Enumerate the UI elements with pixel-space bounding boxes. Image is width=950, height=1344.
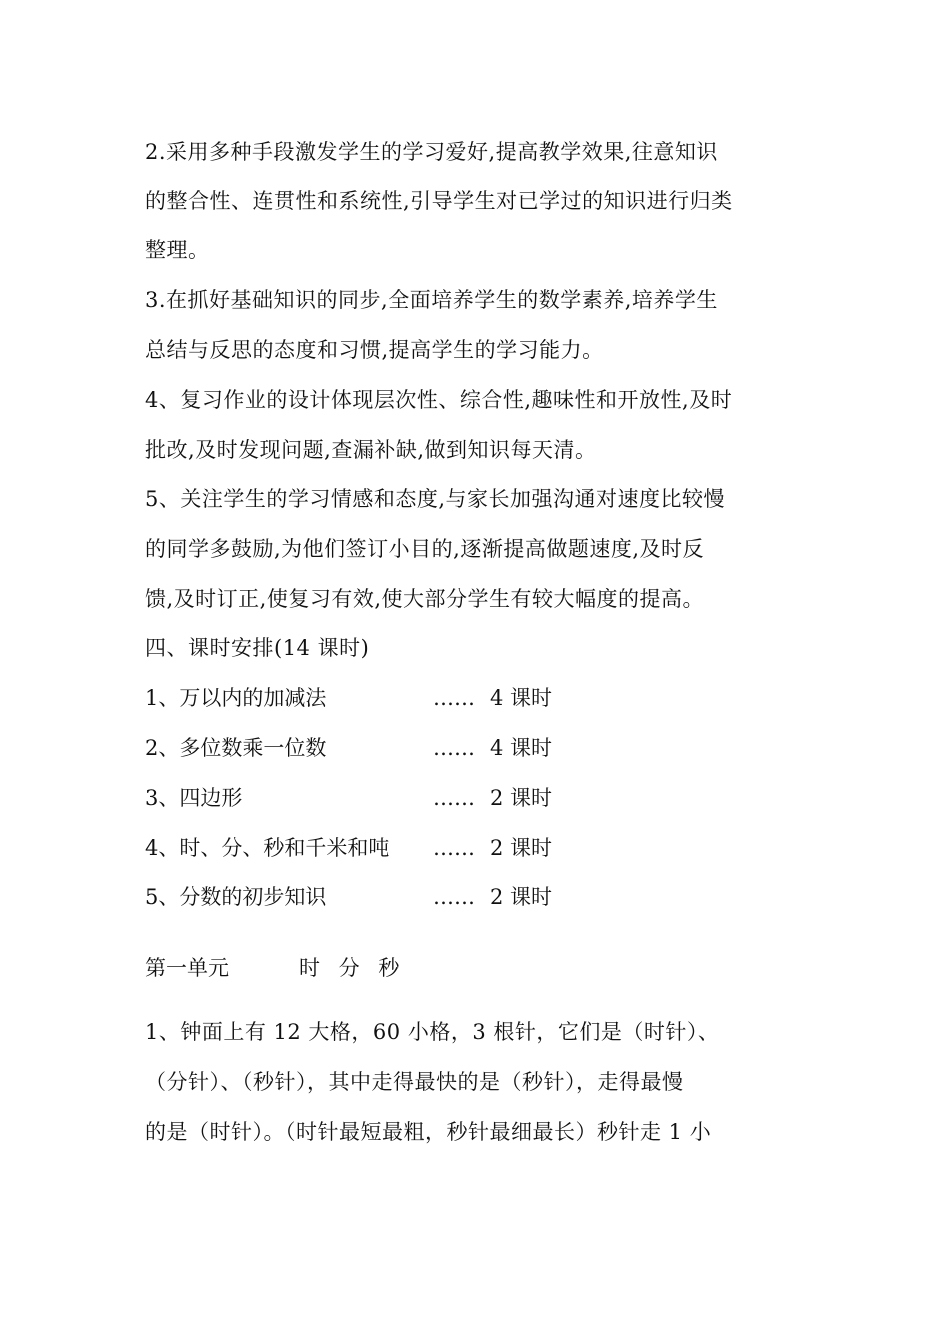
paragraph-5-line-1: 5、关注学生的学习情感和态度,与家长加强沟通对速度比较慢 <box>145 487 726 511</box>
paragraph-4-line-2: 批改,及时发现问题,查漏补缺,做到知识每天清。 <box>145 438 597 462</box>
schedule-item <box>145 684 815 712</box>
schedule-item <box>145 784 815 812</box>
schedule-item-hours: 4 课时 <box>490 736 553 760</box>
paragraph-3-line-1: 3.在抓好基础知识的同步,全面培养学生的数学素养,培养学生 <box>145 288 718 312</box>
schedule-item <box>145 834 815 862</box>
schedule-item-dots: …… <box>433 686 475 710</box>
schedule-item <box>145 883 815 911</box>
schedule-item-hours: 2 课时 <box>490 786 553 810</box>
schedule-item-name: 2、多位数乘一位数 <box>145 736 327 760</box>
unit-paragraph-line-1: 1、钟面上有 12 大格，60 小格，3 根针，它们是（时针）、 <box>145 1020 720 1044</box>
unit-paragraph-line-3: 的是（时针）。（时针最短最粗，秒针最细最长）秒针走 1 小 <box>145 1120 712 1144</box>
paragraph-4-line-1: 4、复习作业的设计体现层次性、综合性,趣味性和开放性,及时 <box>145 388 733 412</box>
schedule-heading: 四、课时安排(14 课时) <box>145 636 370 660</box>
paragraph-5-line-2: 的同学多鼓励,为他们签订小目的,逐渐提高做题速度,及时反 <box>145 537 705 561</box>
unit-label: 第一单元 <box>145 956 229 980</box>
paragraph-2-line-1: 2.采用多种手段激发学生的学习爱好,提高教学效果,往意知识 <box>145 140 718 164</box>
schedule-item-name: 3、四边形 <box>145 786 243 810</box>
paragraph-5-line-3: 馈,及时订正,使复习有效,使大部分学生有较大幅度的提高。 <box>145 587 705 611</box>
paragraph-2-line-2: 的整合性、连贯性和系统性,引导学生对已学过的知识进行归类 <box>145 189 733 213</box>
schedule-item-dots: …… <box>433 786 475 810</box>
unit-heading <box>145 954 815 982</box>
schedule-item-name: 4、时、分、秒和千米和吨 <box>145 836 390 860</box>
schedule-item-hours: 2 课时 <box>490 885 553 909</box>
unit-title: 时 分 秒 <box>299 956 406 980</box>
schedule-item-dots: …… <box>433 836 475 860</box>
schedule-item-dots: …… <box>433 885 475 909</box>
schedule-item <box>145 734 815 762</box>
schedule-item-dots: …… <box>433 736 475 760</box>
schedule-item-name: 5、分数的初步知识 <box>145 885 327 909</box>
paragraph-2-line-3: 整理。 <box>145 238 210 262</box>
schedule-item-name: 1、万以内的加减法 <box>145 686 327 710</box>
schedule-item-hours: 4 课时 <box>490 686 553 710</box>
schedule-item-hours: 2 课时 <box>490 836 553 860</box>
unit-paragraph-line-2: （分针）、（秒针），其中走得最快的是（秒针），走得最慢 <box>145 1070 684 1094</box>
paragraph-3-line-2: 总结与反思的态度和习惯,提高学生的学习能力。 <box>145 338 604 362</box>
